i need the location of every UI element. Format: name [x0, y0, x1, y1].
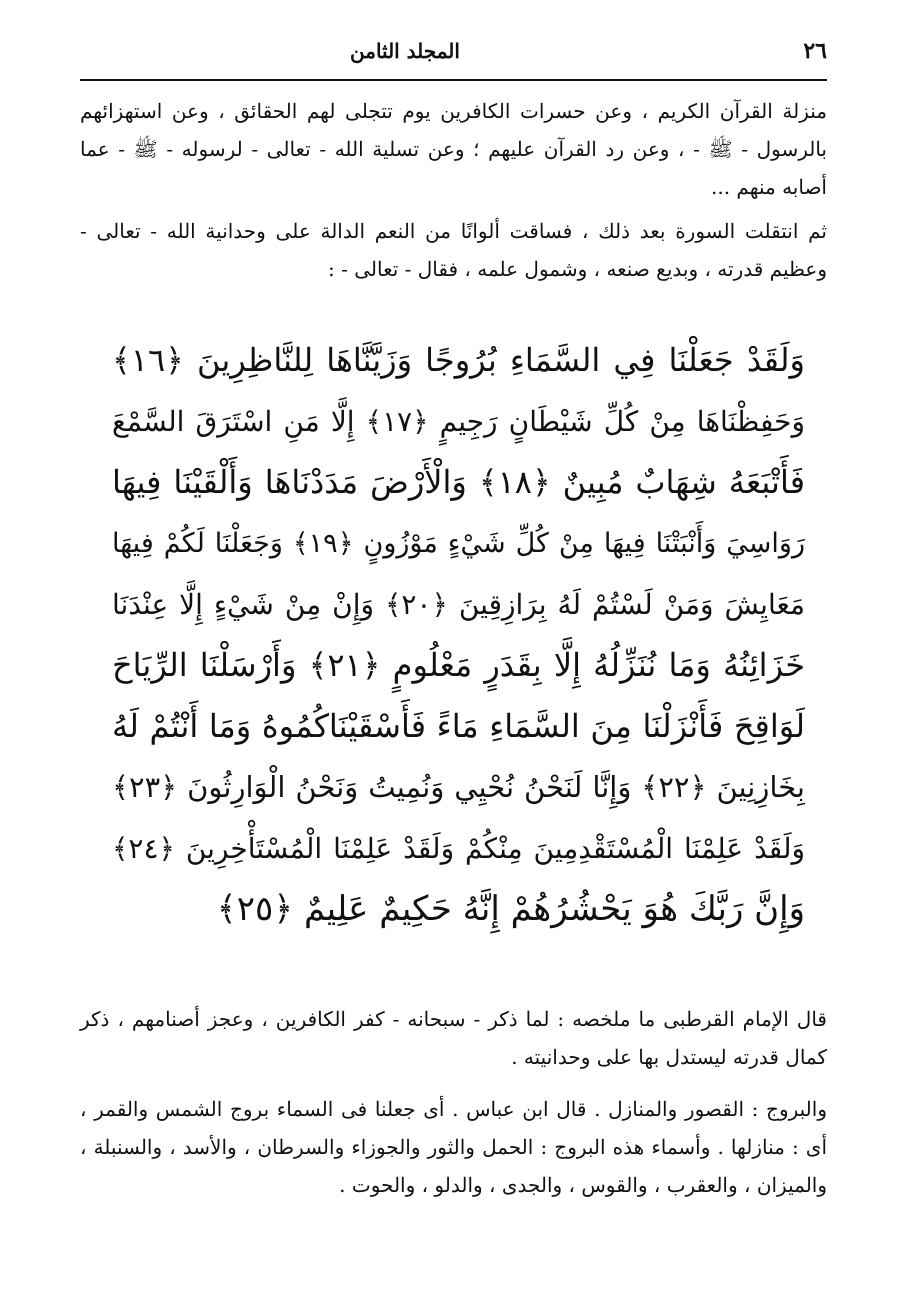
quran-line: بِخَازِنِينَ ﴿٢٢﴾ وَإِنَّا لَنَحْنُ نُحْيِي وَنُمِيتُ وَنَحْنُ الْوَارِثُونَ ﴿٢٣﴾: [112, 770, 805, 804]
quran-line: فَأَتْبَعَهُ شِهَابٌ مُبِينٌ ﴿١٨﴾ وَالْأَرْضَ مَدَدْنَاهَا وَأَلْقَيْنَا فِيهَا: [112, 463, 805, 501]
intro-paragraph-1: منزلة القرآن الكريم ، وعن حسرات الكافرين يوم تتجلى لهم الحقائق ، وعن استهزائهم بالرسول - ﷺ - ، وعن رد القرآن عليهم ؛ وعن تسلية الله - تعالى - لرسوله - ﷺ - عما أصابه منهم ...: [80, 99, 827, 199]
quran-line: وَحَفِظْنَاهَا مِنْ كُلِّ شَيْطَانٍ رَجِيمٍ ﴿١٧﴾ إِلَّا مَنِ اسْتَرَقَ السَّمْعَ: [112, 405, 805, 438]
page-number: ٢٦: [803, 38, 827, 64]
volume-title: المجلد الثامن: [350, 39, 460, 63]
quran-line: وَإِنَّ رَبَّكَ هُوَ يَحْشُرُهُمْ إِنَّهُ حَكِيمٌ عَلِيمٌ ﴿٢٥﴾: [216, 889, 805, 929]
header-rule: [80, 79, 827, 81]
quran-line: مَعَايِشَ وَمَنْ لَسْتُمْ لَهُ بِرَازِقِينَ ﴿٢٠﴾ وَإِنْ مِنْ شَيْءٍ إِلَّا عِنْدَنَا: [112, 588, 805, 621]
commentary-paragraph-2: والبروج : القصور والمنازل . قال ابن عباس . أى جعلنا فى السماء بروج الشمس والقمر ، أى : منازلها . وأسماء هذه البروج : الحمل والثور والجوزاء والسرطان ، والأسد ، والسنبلة ، والميزان ، والعقرب ، والقوس ، والجدى ، والدلو ، والحوت .: [80, 1097, 827, 1197]
intro-paragraph-2: ثم انتقلت السورة بعد ذلك ، فساقت ألوانًا من النعم الدالة على وحدانية الله - تعالى - وعظيم قدرته ، وبديع صنعه ، وشمول علمه ، فقال - تعالى - :: [80, 219, 827, 281]
quran-line: وَلَقَدْ جَعَلْنَا فِي السَّمَاءِ بُرُوجًا وَزَيَّنَّاهَا لِلنَّاظِرِينَ ﴿١٦﴾: [112, 341, 805, 379]
quran-line: لَوَاقِحَ فَأَنْزَلْنَا مِنَ السَّمَاءِ مَاءً فَأَسْقَيْنَاكُمُوهُ وَمَا أَنْتُمْ لَهُ: [112, 707, 805, 745]
quran-line: وَلَقَدْ عَلِمْنَا الْمُسْتَقْدِمِينَ مِنْكُمْ وَلَقَدْ عَلِمْنَا الْمُسْتَأْخِرِينَ ﴿٢٤﴾: [112, 832, 805, 865]
page-header: [80, 30, 827, 72]
commentary-paragraph-1: قال الإمام القرطبى ما ملخصه : لما ذكر - سبحانه - كفر الكافرين ، وعجز أصنامهم ، ذكر كمال قدرته ليستدل بها على وحدانيته .: [80, 1007, 827, 1069]
quran-line: رَوَاسِيَ وَأَنْبَتْنَا فِيهَا مِنْ كُلِّ شَيْءٍ مَوْزُونٍ ﴿١٩﴾ وَجَعَلْنَا لَكُمْ فِيهَا: [112, 528, 805, 559]
quran-line: خَزَائِنُهُ وَمَا نُنَزِّلُهُ إِلَّا بِقَدَرٍ مَعْلُومٍ ﴿٢١﴾ وَأَرْسَلْنَا الرِّيَاحَ: [112, 646, 805, 684]
quran-verses-block: [112, 330, 805, 940]
